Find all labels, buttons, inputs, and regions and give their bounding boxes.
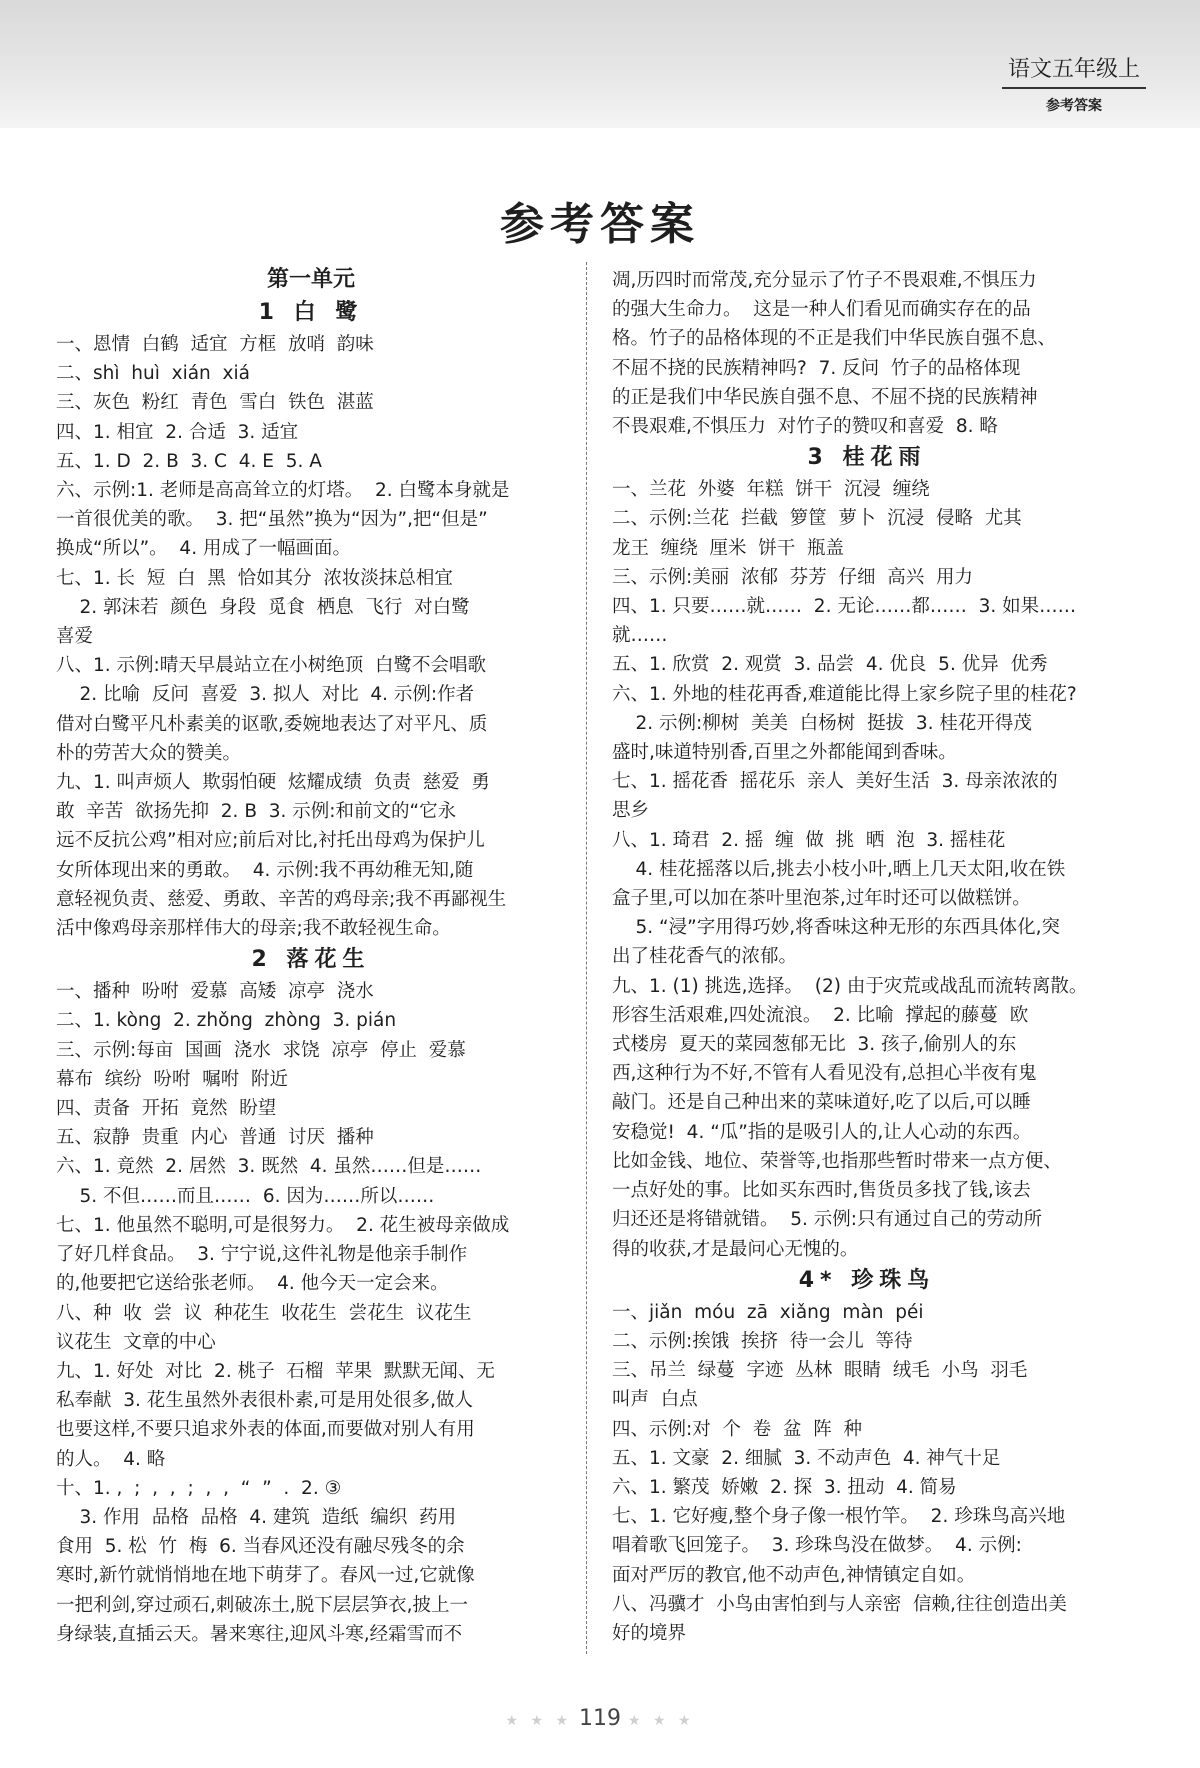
answer-line: 食用 5. 松 竹 梅 6. 当春风还没有融尽残冬的余 <box>56 1536 465 1558</box>
answer-line: 盒子里,可以加在茶叶里泡茶,过年时还可以做糕饼。 <box>612 888 1031 910</box>
answer-line: 5. “浸”字用得巧妙,将香味这种无形的东西具体化,突 <box>612 917 1060 939</box>
answer-line: 八、冯骥才 小鸟由害怕到与人亲密 信赖,往往创造出美 <box>612 1593 1067 1615</box>
answer-line: 三、示例:美丽 浓郁 芬芳 仔细 高兴 用力 <box>612 566 974 588</box>
answer-line: 的,他要把它送给张老师。 4. 他今天一定会来。 <box>56 1273 449 1295</box>
column-divider <box>586 262 587 1654</box>
answer-line: 4. 桂花摇落以后,挑去小枝小叶,晒上几天太阳,收在铁 <box>612 858 1066 880</box>
answer-line: 2. 郭沫若 颜色 身段 觅食 栖息 飞行 对白鹭 <box>56 596 470 618</box>
answer-line: 一、兰花 外婆 年糕 饼干 沉浸 缠绕 <box>612 479 930 501</box>
answer-line: 思乡 <box>612 800 650 822</box>
unit-heading: 第一单元 <box>266 266 355 292</box>
answer-line: 3. 作用 品格 品格 4. 建筑 造纸 编织 药用 <box>56 1506 457 1528</box>
answer-line: 七、1. 它好瘦,整个身子像一根竹竿。 2. 珍珠鸟高兴地 <box>612 1506 1066 1528</box>
answer-line: 格。竹子的品格体现的不正是我们中华民族自强不息、 <box>612 328 1057 350</box>
answer-line: 九、1. 好处 对比 2. 桃子 石榴 苹果 默默无闻、无 <box>56 1360 495 1382</box>
answer-line: 幕布 缤纷 吩咐 嘱咐 附近 <box>56 1068 289 1090</box>
answer-line: 西,这种行为不好,不管有人看见没有,总担心半夜有鬼 <box>612 1063 1037 1085</box>
answer-line: 得的收获,才是最问心无愧的。 <box>612 1238 859 1260</box>
answer-line: 二、shì huì xián xiá <box>56 363 250 385</box>
answer-line: 七、1. 长 短 白 黑 恰如其分 浓妆淡抹总相宜 <box>56 567 453 589</box>
answer-line: 九、1. (1) 挑选,选择。 (2) 由于灾荒或战乱而流转离散。 <box>612 975 1088 997</box>
answer-line: 不屈不挠的民族精神吗? 7. 反问 竹子的品格体现 <box>612 357 1021 379</box>
answer-line: 归还还是将错就错。 5. 示例:只有通过自己的劳动所 <box>612 1209 1043 1231</box>
answer-line: 喜爱 <box>56 626 94 648</box>
answer-line: 好的境界 <box>612 1622 687 1644</box>
answer-line: 2. 示例:柳树 美美 白杨树 挺拔 3. 桂花开得茂 <box>612 712 1032 734</box>
answer-line: 也要这样,不要只追求外表的体面,而要做对别人有用 <box>56 1419 475 1441</box>
answer-line: 唱着歌飞回笼子。 3. 珍珠鸟没在做梦。 4. 示例: <box>612 1535 1022 1557</box>
answer-line: 十、1. , ; , , ; , , “ ” . 2. ③ <box>56 1477 342 1499</box>
answer-line: 活中像鸡母亲那样伟大的母亲;我不敢轻视生命。 <box>56 918 451 940</box>
answer-line: 的正是我们中华民族自强不息、不屈不挠的民族精神 <box>612 386 1038 408</box>
answer-line: 龙王 缠绕 厘米 饼干 瓶盖 <box>612 537 845 559</box>
answer-line: 私奉献 3. 花生虽然外表很朴素,可是用处很多,做人 <box>56 1390 474 1412</box>
page-number: 119 <box>579 1706 621 1731</box>
answer-line: 六、1. 繁茂 娇嫩 2. 探 3. 扭动 4. 简易 <box>612 1476 957 1498</box>
answer-line: 一、jiǎn móu zā xiǎng màn péi <box>612 1301 924 1323</box>
answer-line: 女所体现出来的勇敢。 4. 示例:我不再幼稚无知,随 <box>56 859 474 881</box>
answer-line: 寒时,新竹就悄悄地在地下萌芽了。春风一过,它就像 <box>56 1565 475 1587</box>
answer-line: 五、寂静 贵重 内心 普通 讨厌 播种 <box>56 1127 374 1149</box>
answer-line: 七、1. 他虽然不聪明,可是很努力。 2. 花生被母亲做成 <box>56 1214 510 1236</box>
answer-line: 六、1. 竟然 2. 居然 3. 既然 4. 虽然……但是…… <box>56 1156 482 1178</box>
answer-line: 一把利剑,穿过顽石,刺破冻土,脱下层层笋衣,披上一 <box>56 1594 469 1616</box>
answer-line: 六、1. 外地的桂花再香,难道能比得上家乡院子里的桂花? <box>612 683 1077 705</box>
answer-line: 朴的劳苦大众的赞美。 <box>56 742 242 764</box>
lesson-heading: 3 桂花雨 <box>807 445 927 471</box>
answer-line: 5. 不但……而且…… 6. 因为……所以…… <box>56 1185 435 1207</box>
answer-line: 的人。 4. 略 <box>56 1448 166 1470</box>
lesson-heading: 4* 珍珠鸟 <box>798 1267 936 1293</box>
page-number-footer <box>0 1706 1200 1731</box>
star-decoration-left: ★ ★ ★ <box>505 1713 572 1729</box>
answer-line: 三、示例:每亩 国画 浇水 求饶 凉亭 停止 爱慕 <box>56 1039 466 1061</box>
answer-line: 八、1. 琦君 2. 摇 缠 做 挑 晒 泡 3. 摇桂花 <box>612 829 1006 851</box>
answer-line: 安稳觉! 4. “瓜”指的是吸引人的,让人心动的东西。 <box>612 1121 1032 1143</box>
answer-line: 叫声 白点 <box>612 1389 698 1411</box>
section-label: 参考答案 <box>1045 98 1102 114</box>
right-column <box>612 266 1122 1648</box>
answer-line: 八、种 收 尝 议 种花生 收花生 尝花生 议花生 <box>56 1302 472 1324</box>
lesson-heading: 2 落花生 <box>251 947 371 973</box>
lesson-heading: 1 白 鹭 <box>258 300 364 325</box>
answer-line: 四、示例:对 个 卷 盆 阵 种 <box>612 1418 863 1440</box>
answer-line: 一、恩情 白鹤 适宜 方框 放哨 韵味 <box>56 334 374 355</box>
answer-line: 面对严厉的教官,他不动声色,神情镇定自如。 <box>612 1564 976 1586</box>
answer-line: 不畏艰难,不惧压力 对竹子的赞叹和喜爱 8. 略 <box>612 416 998 438</box>
answer-line: 八、1. 示例:晴天早晨站立在小树绝顶 白鹭不会唱歌 <box>56 655 487 677</box>
star-decoration-right: ★ ★ ★ <box>628 1713 695 1729</box>
answer-line: 四、责备 开拓 竟然 盼望 <box>56 1098 277 1120</box>
answer-line: 比如金钱、地位、荣誉等,也指那些暂时带来一点方便、 <box>612 1150 1062 1172</box>
answer-line: 远不反抗公鸡”相对应;前后对比,衬托出母鸡为保护儿 <box>56 830 485 852</box>
answer-line: 五、1. 欣赏 2. 观赏 3. 品尝 4. 优良 5. 优异 优秀 <box>612 654 1048 676</box>
answer-line: 意轻视负责、慈爱、勇敢、辛苦的鸡母亲;我不再鄙视生 <box>56 888 507 910</box>
answer-line: 五、1. D 2. B 3. C 4. E 5. A <box>56 450 322 472</box>
page-header <box>0 0 1200 128</box>
answer-line: 敢 辛苦 欲扬先抑 2. B 3. 示例:和前文的“它永 <box>56 801 457 823</box>
header-box <box>1002 52 1146 115</box>
answer-line: 七、1. 摇花香 摇花乐 亲人 美好生活 3. 母亲浓浓的 <box>612 771 1058 793</box>
answer-line: 二、示例:兰花 拦截 箩筐 萝卜 沉浸 侵略 尤其 <box>612 508 1022 530</box>
answer-line: 二、1. kòng 2. zhǒng zhòng 3. pián <box>56 1010 397 1032</box>
answer-line: 了好几样食品。 3. 宁宁说,这件礼物是他亲手制作 <box>56 1244 468 1266</box>
answer-line: 一点好处的事。比如买东西时,售货员多找了钱,该去 <box>612 1180 1031 1202</box>
left-column <box>56 262 566 1649</box>
answer-line: 出了桂花香气的浓郁。 <box>612 946 798 968</box>
answer-line: 九、1. 叫声烦人 欺弱怕硬 炫耀成绩 负责 慈爱 勇 <box>56 772 490 794</box>
answer-line: 三、吊兰 绿蔓 字迹 丛林 眼睛 绒毛 小鸟 羽毛 <box>612 1360 1028 1382</box>
answer-line: 二、示例:挨饿 挨挤 待一会儿 等待 <box>612 1330 913 1352</box>
answer-line: 身绿装,直插云天。暑来寒往,迎风斗寒,经霜雪而不 <box>56 1623 463 1645</box>
answer-line: 形容生活艰难,四处流浪。 2. 比喻 撑起的藤蔓 欧 <box>612 1004 1029 1026</box>
answer-line: 敲门。还是自己种出来的菜味道好,吃了以后,可以睡 <box>612 1092 1031 1114</box>
answer-line: 换成“所以”。 4. 用成了一幅画面。 <box>56 538 351 560</box>
subject-label: 语文五年级上 <box>1002 52 1146 89</box>
answer-line: 四、1. 只要……就…… 2. 无论……都…… 3. 如果…… <box>612 596 1077 618</box>
answer-line: 一、播种 吩咐 爱慕 高矮 凉亭 浇水 <box>56 981 374 1003</box>
page-title: 参考答案 <box>500 199 700 250</box>
answer-line: 一首很优美的歌。 3. 把“虽然”换为“因为”,把“但是” <box>56 509 488 531</box>
answer-line: 就…… <box>612 625 668 647</box>
answer-line: 议花生 文章的中心 <box>56 1331 216 1353</box>
answer-line: 的强大生命力。 这是一种人们看见而确实存在的品 <box>612 299 1031 321</box>
answer-line: 盛时,味道特别香,百里之外都能闻到香味。 <box>612 742 957 764</box>
answer-line: 借对白鹭平凡朴素美的讴歌,委婉地表达了对平凡、质 <box>56 713 488 735</box>
answer-line: 凋,历四时而常茂,充分显示了竹子不畏艰难,不惧压力 <box>612 270 1037 291</box>
answer-line: 式楼房 夏天的菜园葱郁无比 3. 孩子,偷别人的东 <box>612 1034 1017 1056</box>
answer-line: 三、灰色 粉红 青色 雪白 铁色 湛蓝 <box>56 392 374 414</box>
answer-line: 五、1. 文豪 2. 细腻 3. 不动声色 4. 神气十足 <box>612 1447 1001 1469</box>
answer-line: 四、1. 相宜 2. 合适 3. 适宜 <box>56 421 299 443</box>
answer-line: 六、示例:1. 老师是高高耸立的灯塔。 2. 白鹭本身就是 <box>56 480 510 502</box>
answer-line: 2. 比喻 反问 喜爱 3. 拟人 对比 4. 示例:作者 <box>56 684 475 706</box>
